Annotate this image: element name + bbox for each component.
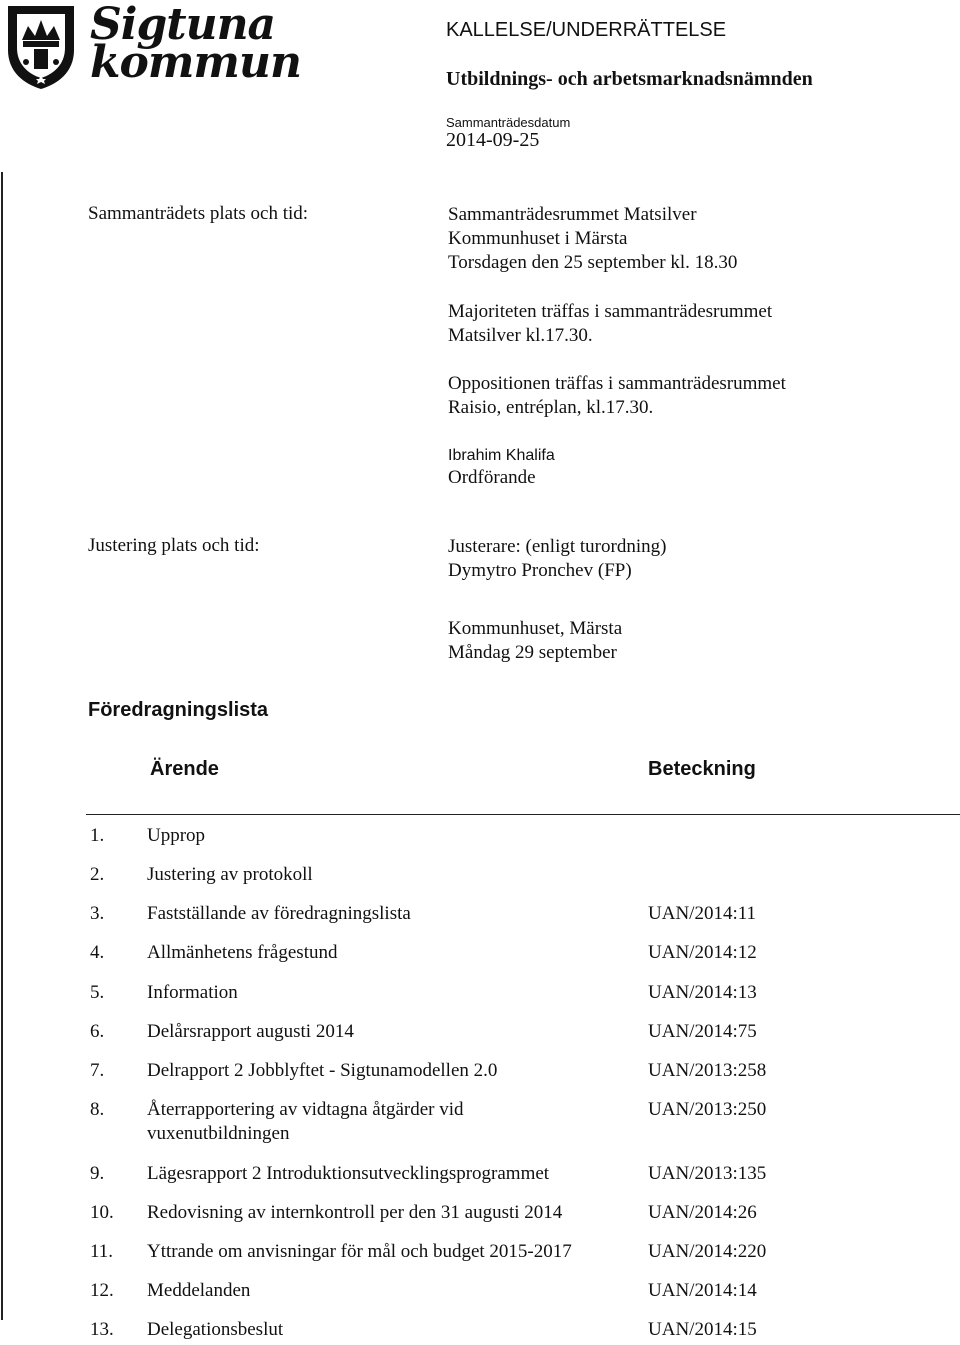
agenda-column-item: Ärende <box>150 758 219 780</box>
agenda-item-number: 10. <box>90 1202 114 1223</box>
agenda-item-number: 13. <box>90 1319 114 1340</box>
document-type: KALLELSE/UNDERRÄTTELSE <box>446 19 727 41</box>
agenda-item-title: Delårsrapport augusti 2014 <box>147 1021 354 1042</box>
agenda-item-code: UAN/2014:14 <box>648 1280 757 1301</box>
agenda-item-title: Allmänhetens frågestund <box>147 942 338 963</box>
agenda-item-title: Delegationsbeslut <box>147 1319 284 1340</box>
agenda-item-code: UAN/2013:250 <box>648 1099 767 1120</box>
agenda-item-number: 7. <box>90 1060 105 1081</box>
meeting-time-line: Torsdagen den 25 september kl. 18.30 <box>448 252 738 273</box>
agenda-item-number: 6. <box>90 1021 105 1042</box>
agenda-item-code: UAN/2014:12 <box>648 942 757 963</box>
agenda-item-code: UAN/2014:13 <box>648 982 757 1003</box>
coat-of-arms-icon <box>4 4 78 90</box>
agenda-item-code: UAN/2014:220 <box>648 1241 767 1262</box>
chair-role: Ordförande <box>448 467 536 488</box>
logo-text-line1: Sigtuna <box>90 0 276 50</box>
agenda-item-number: 8. <box>90 1099 105 1120</box>
agenda-column-code: Beteckning <box>648 758 756 780</box>
adjustment-label: Justering plats och tid: <box>88 535 260 556</box>
agenda-item-number: 2. <box>90 864 105 885</box>
majority-note-line: Matsilver kl.17.30. <box>448 325 593 346</box>
agenda-item-title: Information <box>147 982 238 1003</box>
agenda-title: Föredragningslista <box>88 699 269 721</box>
agenda-item-number: 4. <box>90 942 105 963</box>
agenda-divider <box>86 814 960 815</box>
agenda-item-number: 11. <box>90 1241 114 1262</box>
opposition-note-line: Raisio, entréplan, kl.17.30. <box>448 397 654 418</box>
margin-line <box>1 172 3 1320</box>
chair-name: Ibrahim Khalifa <box>448 447 555 464</box>
meeting-place-line: Sammanträdesrummet Matsilver <box>448 204 697 225</box>
agenda-item-title: Upprop <box>147 825 206 846</box>
agenda-item-code: UAN/2014:11 <box>648 903 757 924</box>
agenda-item-number: 9. <box>90 1163 105 1184</box>
agenda-item-title: Återrapportering av vidtagna åtgärder vid vuxenutbildningen <box>147 1099 464 1144</box>
agenda-item-title: Meddelanden <box>147 1280 251 1301</box>
meeting-place-label: Sammanträdets plats och tid: <box>88 203 309 224</box>
committee-name: Utbildnings- och arbetsmarknadsnämnden <box>446 68 813 90</box>
agenda-item-number: 1. <box>90 825 105 846</box>
agenda-item-code: UAN/2013:135 <box>648 1163 767 1184</box>
adjustment-date: Måndag 29 september <box>448 642 617 663</box>
adjustment-place: Kommunhuset, Märsta <box>448 618 623 639</box>
agenda-item-number: 12. <box>90 1280 114 1301</box>
agenda-item-code: UAN/2014:75 <box>648 1021 757 1042</box>
adjusters-line: Justerare: (enligt turordning) <box>448 536 667 557</box>
agenda-item-code: UAN/2014:26 <box>648 1202 757 1223</box>
agenda-item-title: Delrapport 2 Jobblyftet - Sigtunamodellen 2.0 <box>147 1060 498 1081</box>
municipality-logo <box>4 0 301 90</box>
agenda-item-code: UAN/2014:15 <box>648 1319 757 1340</box>
logo-text-line2: kommun <box>90 37 301 88</box>
agenda-item-title: Redovisning av internkontroll per den 31 augusti 2014 <box>147 1202 563 1223</box>
majority-note-line: Majoriteten träffas i sammanträdesrummet <box>448 301 773 322</box>
opposition-note-line: Oppositionen träffas i sammanträdesrummet <box>448 373 786 394</box>
agenda-item-title: Yttrande om anvisningar för mål och budget 2015-2017 <box>147 1241 572 1262</box>
agenda-item-title: Lägesrapport 2 Introduktionsutvecklingsprogrammet <box>147 1163 550 1184</box>
agenda-item-code: UAN/2013:258 <box>648 1060 767 1081</box>
meeting-date-label: Sammanträdesdatum <box>446 115 571 130</box>
agenda-item-number: 3. <box>90 903 105 924</box>
adjuster-name: Dymytro Pronchev (FP) <box>448 560 632 581</box>
meeting-place-line: Kommunhuset i Märsta <box>448 228 628 249</box>
meeting-date: 2014-09-25 <box>446 129 540 151</box>
agenda-item-title: Justering av protokoll <box>147 864 313 885</box>
agenda-item-title: Fastställande av föredragningslista <box>147 903 411 924</box>
agenda-item-number: 5. <box>90 982 105 1003</box>
